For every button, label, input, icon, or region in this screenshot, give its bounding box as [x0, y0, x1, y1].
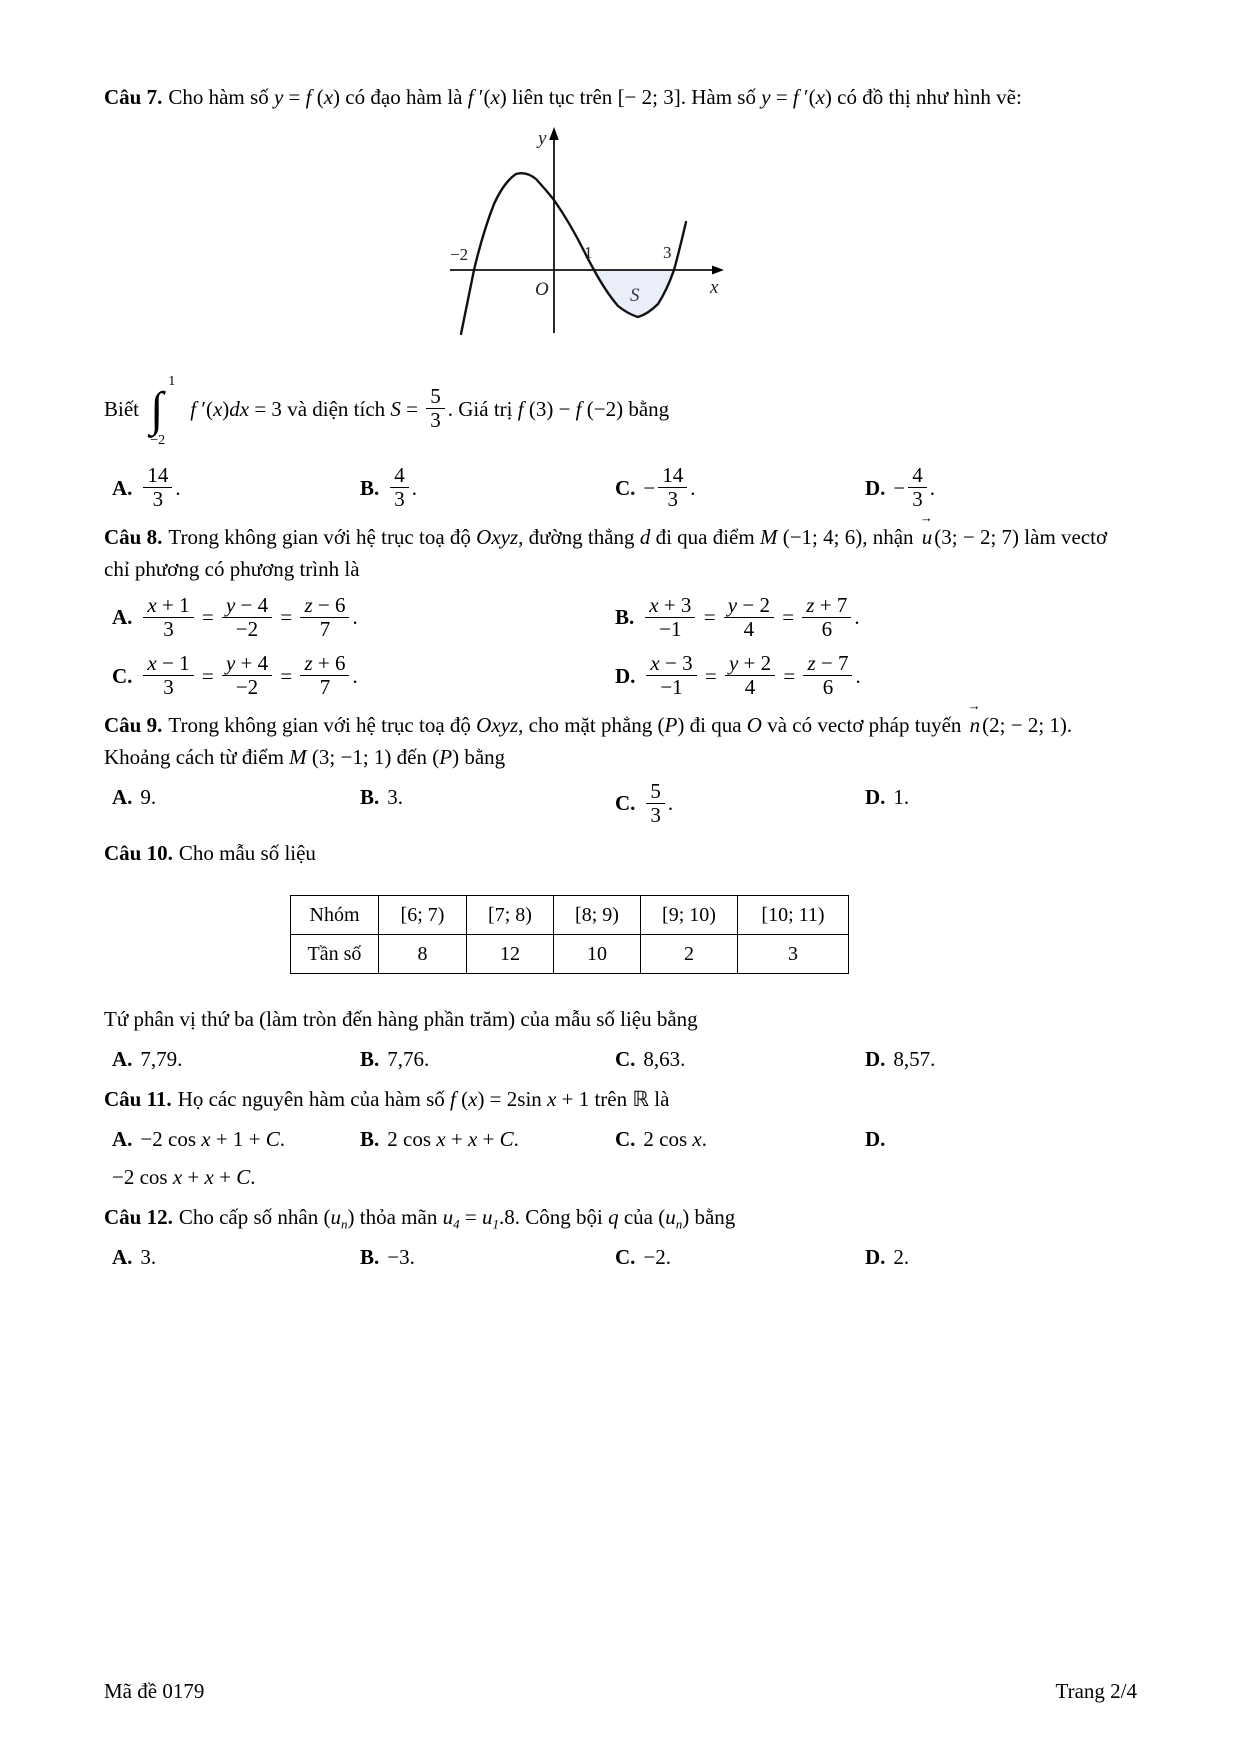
option-label-b: B. [360, 1047, 380, 1072]
q7-option-c [615, 462, 865, 514]
q12-option-a [112, 1242, 360, 1274]
question-9 [104, 697, 1137, 830]
table-cell: 3 [738, 935, 849, 974]
option-value: 8,63. [643, 1047, 686, 1072]
q11-option-d [865, 1124, 1137, 1156]
option-label-c: C. [615, 1244, 636, 1269]
option-label-d: D. [865, 1047, 886, 1072]
question-8-stem: Câu 8. Trong không gian với hệ trục toạ độ Oxyz, đường thẳng d đi qua điểm M (−1; 4; 6), nhận → u(3; − 2; 7) làm vectơ chỉ phương có phương trình là [104, 509, 1108, 581]
option-label-a: A. [112, 1127, 133, 1152]
option-label-d: D. [865, 1127, 886, 1152]
option-value: 9. [140, 784, 157, 809]
option-value: 2 cos x. [643, 1127, 707, 1152]
q8-option-c [112, 650, 615, 702]
question-12 [104, 1202, 1137, 1274]
table-cell: [9; 10) [641, 896, 738, 935]
option-value: 2 cos x + x + C. [387, 1127, 519, 1152]
table-cell: [6; 7) [379, 896, 467, 935]
page-footer [104, 1676, 1137, 1708]
frequency-table [290, 895, 849, 974]
question-7 [104, 82, 1137, 514]
tick-3: 3 [663, 242, 672, 262]
option-label-b: B. [360, 784, 380, 809]
q7-option-a [112, 462, 360, 514]
q11-option-b [360, 1124, 615, 1156]
q11-option-c [615, 1124, 865, 1156]
table-cell: 10 [554, 935, 641, 974]
question-9-stem: Câu 9. Trong không gian với hệ trục toạ độ Oxyz, cho mặt phẳng (P) đi qua O và có vectơ pháp tuyến → n(2; − 2; 1). Khoảng cách từ điểm M (3; −1; 1) đến (P) bằng [104, 697, 1073, 769]
page-content [104, 74, 1137, 1280]
q12-option-b [360, 1242, 615, 1274]
tick-neg2: −2 [450, 244, 469, 264]
question-8-options-row1 [112, 592, 1137, 644]
table-cell: Tần số [291, 935, 379, 974]
q9-option-d [865, 782, 1137, 814]
q10-option-d [865, 1044, 1137, 1076]
question-7-given: Biết ∫ 1 −2 f ′(x)dx = 3 và diện tích S = $\frac{5}{3}$ . Giá trị f (3) − f (−2) bằng [104, 373, 670, 448]
option-value: −3. [387, 1244, 415, 1269]
exam-code: Mã đề 0179 [104, 1679, 205, 1703]
option-value: $\frac{4}{3}$ . [387, 476, 417, 500]
option-value: 3. [387, 784, 404, 809]
question-11-options [112, 1124, 1137, 1156]
question-11-stem: Câu 11. Họ các nguyên hàm của hàm số f (x) = 2sin x + 1 trên ℝ là [104, 1087, 670, 1112]
option-label-a: A. [112, 475, 133, 500]
option-value: $\frac{x - 1}{3}$ = $\frac{y + 4}{-2}$ = $\frac{z + 6}{7}$ . [140, 664, 357, 688]
q12-option-c [615, 1242, 865, 1274]
region-s-label: S [630, 284, 640, 306]
option-value: 2. [893, 1244, 910, 1269]
q8-option-d [615, 650, 1137, 702]
option-label-c: C. [615, 475, 636, 500]
q7-option-b [360, 462, 615, 514]
q12-option-d [865, 1242, 1137, 1274]
option-label-b: B. [360, 1127, 380, 1152]
fprime-graph [436, 120, 736, 338]
question-10-stem: Câu 10. Cho mẫu số liệu [104, 840, 316, 865]
q7-option-d [865, 462, 1137, 514]
q11-option-a [112, 1124, 360, 1156]
option-label-b: B. [615, 605, 635, 630]
option-label-d: D. [865, 784, 886, 809]
option-label-d: D. [615, 663, 636, 688]
option-label-b: B. [360, 1244, 380, 1269]
tick-1: 1 [584, 242, 593, 262]
q8-option-b [615, 592, 1137, 644]
option-value: − $\frac{4}{3}$ . [893, 462, 936, 512]
option-value: $\frac{5}{3}$ . [643, 791, 673, 815]
q10-option-c [615, 1044, 865, 1076]
y-axis-arrow [549, 127, 559, 140]
option-value: $\frac{x - 3}{-1}$ = $\frac{y + 2}{4}$ = $\frac{z - 7}{6}$ . [643, 664, 860, 688]
q9-option-a [112, 782, 360, 814]
fprime-curve [461, 173, 686, 334]
question-8-options-row2 [112, 650, 1137, 702]
table-cell: [10; 11) [738, 896, 849, 935]
option-label-a: A. [112, 784, 133, 809]
origin-label: O [535, 278, 549, 300]
option-label-d: D. [865, 1244, 886, 1269]
question-7-stem: Câu 7. Cho hàm số y = f (x) có đạo hàm là f ′(x) liên tục trên [− 2; 3]. Hàm số y = f ′(x) có đồ thị như hình vẽ: [104, 85, 1022, 109]
question-10 [104, 838, 1137, 1077]
question-12-stem: Câu 12. Cho cấp số nhân $(u_n)$ thỏa mãn $u_4 = u_1.8$. Công bội q của $(u_n)$ bằng [104, 1205, 736, 1232]
option-label-c: C. [615, 791, 636, 816]
question-10-text: Tứ phân vị thứ ba (làm tròn đến hàng phần trăm) của mẫu số liệu bằng [104, 1007, 698, 1032]
option-value: − $\frac{14}{3}$ . [643, 462, 696, 512]
table-cell: 8 [379, 935, 467, 974]
page-number: Trang 2/4 [1055, 1679, 1137, 1703]
option-value: −2. [643, 1244, 672, 1269]
question-12-options [112, 1242, 1137, 1274]
option-value: 8,57. [893, 1047, 936, 1072]
option-value: −2 cos x + 1 + C. [140, 1127, 286, 1152]
question-10-options [112, 1044, 1137, 1076]
x-axis-label: x [710, 276, 719, 298]
q10-option-a [112, 1044, 360, 1076]
q8-option-a [112, 592, 615, 644]
question-11 [104, 1084, 1137, 1194]
option-label-c: C. [615, 1127, 636, 1152]
q10-option-b [360, 1044, 615, 1076]
question-8 [104, 509, 1137, 702]
option-value: 7,79. [140, 1047, 183, 1072]
table-cell: Nhóm [291, 896, 379, 935]
q11-option-d-continuation: −2 cos x + x + C. [112, 1165, 256, 1190]
option-label-d: D. [865, 475, 886, 500]
option-value: 1. [893, 784, 910, 809]
table-cell: [8; 9) [554, 896, 641, 935]
q9-option-b [360, 782, 615, 814]
question-9-options [112, 778, 1137, 830]
question-7-options [112, 462, 1137, 514]
table-cell: 2 [641, 935, 738, 974]
table-row-frequencies [291, 935, 849, 974]
q9-option-c [615, 778, 865, 830]
option-value: $\frac{x + 3}{-1}$ = $\frac{y - 2}{4}$ = $\frac{z + 7}{6}$ . [642, 605, 859, 629]
option-value: $\frac{14}{3}$ . [140, 476, 180, 500]
x-axis-arrow [712, 265, 724, 274]
table-cell: 12 [467, 935, 554, 974]
option-value: 7,76. [387, 1047, 430, 1072]
option-value: 3. [140, 1244, 157, 1269]
option-label-c: C. [112, 663, 133, 688]
option-label-a: A. [112, 1047, 133, 1072]
option-label-a: A. [112, 1244, 133, 1269]
y-axis-label: y [538, 127, 547, 149]
option-label-b: B. [360, 475, 380, 500]
table-cell: [7; 8) [467, 896, 554, 935]
option-value: $\frac{x + 1}{3}$ = $\frac{y - 4}{-2}$ = $\frac{z - 6}{7}$ . [140, 605, 357, 629]
option-label-c: C. [615, 1047, 636, 1072]
option-label-a: A. [112, 605, 133, 630]
fprime-graph-figure [436, 120, 736, 348]
table-row-groups [291, 896, 849, 935]
